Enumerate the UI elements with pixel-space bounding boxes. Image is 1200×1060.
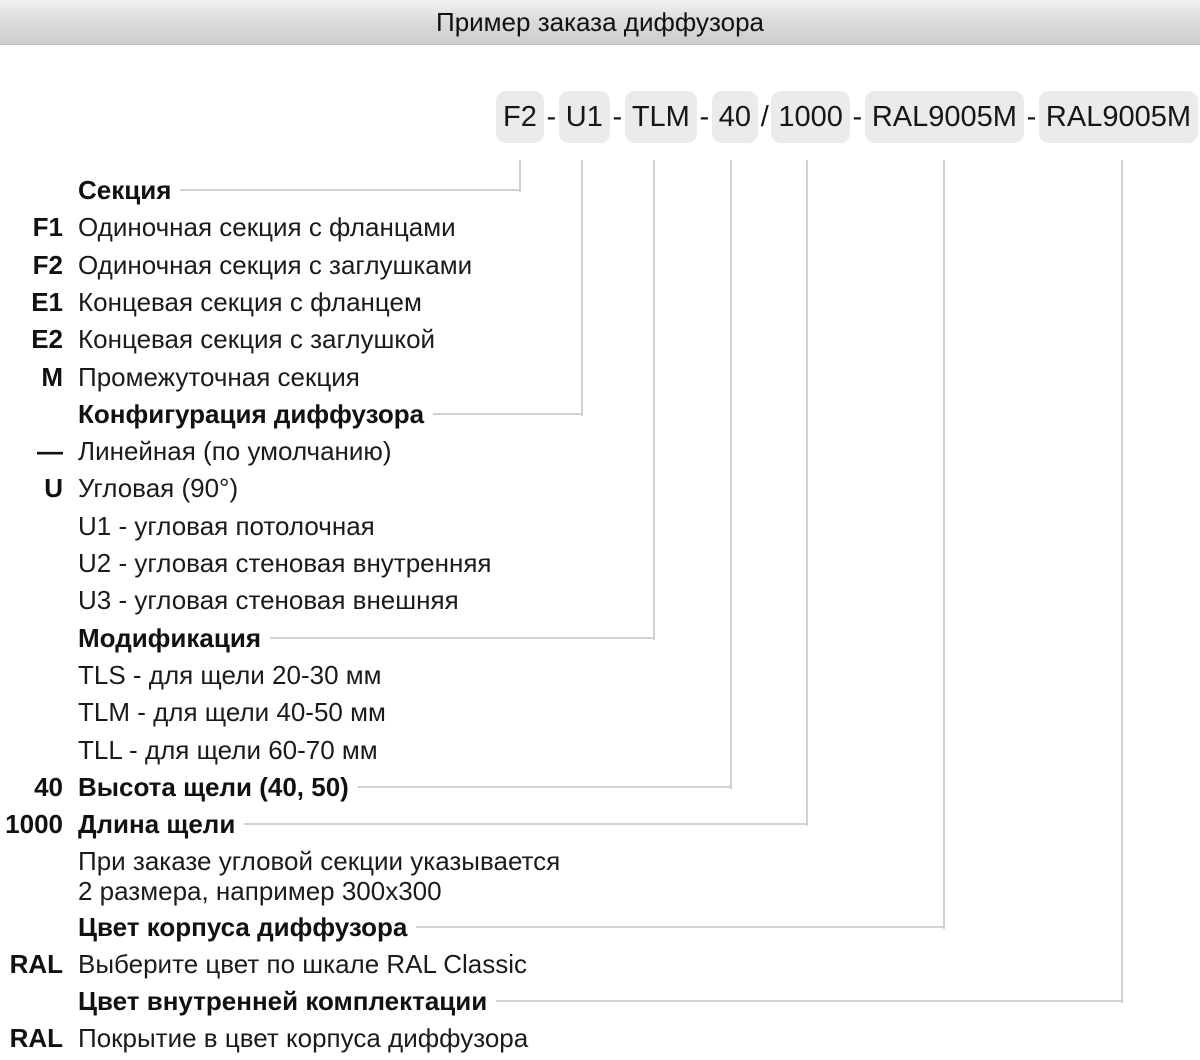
connector-stub — [270, 637, 655, 639]
note-line-2: 2 размера, например 300x300 — [78, 876, 442, 906]
connector-stub — [416, 926, 945, 928]
row-label: Выберите цвет по шкале RAL Classic — [78, 948, 528, 979]
row-label: Длина щели — [78, 808, 236, 839]
connector-slot-height-vline — [730, 160, 732, 789]
page-title: Пример заказа диффузора — [436, 6, 764, 37]
row-label: Промежуточная секция — [78, 361, 360, 392]
row-code: U — [44, 472, 63, 503]
row-tlm — [0, 695, 386, 729]
row-code: M — [41, 361, 63, 392]
row-header-body-color — [0, 910, 945, 944]
row-header-slot-length — [0, 807, 808, 841]
row-linear — [0, 434, 392, 468]
code-part-configuration: U1 — [559, 91, 610, 143]
row-code: F2 — [32, 249, 63, 280]
row-header-slot-height — [0, 770, 732, 804]
row-label: Концевая секция с заглушкой — [78, 323, 436, 354]
code-part-slot-length: 1000 — [771, 91, 850, 143]
connector-stub — [496, 1000, 1123, 1002]
code-part-slot-height: 40 — [712, 91, 758, 143]
row-label: Покрытие в цвет корпуса диффузора — [78, 1022, 529, 1053]
order-code — [496, 91, 1198, 143]
connector-stub — [358, 786, 732, 788]
title-bar — [0, 0, 1200, 45]
row-header-modification — [0, 621, 655, 655]
row-label: Конфигурация диффузора — [78, 398, 425, 429]
row-label: TLL - для щели 60-70 мм — [78, 734, 378, 765]
row-code: 1000 — [5, 808, 63, 839]
row-label: Линейная (по умолчанию) — [78, 435, 392, 466]
row-label: U3 - угловая стеновая внешняя — [78, 584, 459, 615]
row-label: Цвет корпуса диффузора — [78, 911, 408, 942]
row-u2 — [0, 546, 492, 580]
code-separator: - — [1026, 100, 1037, 133]
row-code: RAL — [9, 1022, 63, 1053]
row-label: Цвет внутренней комплектации — [78, 985, 488, 1016]
row-tll — [0, 733, 378, 767]
row-header-configuration — [0, 397, 583, 431]
row-label: U1 - угловая потолочная — [78, 510, 375, 541]
connector-body-color-vline — [943, 160, 945, 929]
connector-slot-length-vline — [806, 160, 808, 826]
connector-stub — [244, 823, 808, 825]
code-separator: - — [546, 100, 557, 133]
code-separator: - — [852, 100, 863, 133]
code-part-section: F2 — [496, 91, 544, 143]
row-e1 — [0, 285, 422, 319]
row-header-section — [0, 173, 521, 207]
connector-configuration-vline — [581, 160, 583, 416]
row-u1 — [0, 509, 375, 543]
row-f1 — [0, 210, 456, 244]
row-label: Одиночная секция с заглушками — [78, 249, 473, 280]
row-label: Секция — [78, 174, 172, 205]
row-label: Одиночная секция с фланцами — [78, 211, 456, 242]
code-separator: - — [699, 100, 710, 133]
row-code: 40 — [34, 771, 63, 802]
connector-inner-color-vline — [1121, 160, 1123, 1003]
row-code: E2 — [31, 323, 63, 354]
row-code: F1 — [32, 211, 63, 242]
row-u — [0, 471, 238, 505]
row-ral-inner — [0, 1021, 528, 1055]
row-u3 — [0, 583, 459, 617]
connector-stub — [433, 413, 583, 415]
row-code: — — [37, 435, 63, 466]
row-tls — [0, 658, 382, 692]
row-header-inner-color — [0, 984, 1123, 1018]
row-label: Высота щели (40, 50) — [78, 771, 349, 802]
row-label: TLM - для щели 40-50 мм — [78, 696, 386, 727]
code-part-inner-color: RAL9005M — [1039, 91, 1198, 143]
row-label: U2 - угловая стеновая внутренняя — [78, 547, 492, 578]
row-label: Концевая секция с фланцем — [78, 286, 422, 317]
row-code: RAL — [9, 948, 63, 979]
connector-modification-vline — [653, 160, 655, 640]
code-part-body-color: RAL9005M — [865, 91, 1024, 143]
row-label: TLS - для щели 20-30 мм — [78, 659, 382, 690]
row-e2 — [0, 322, 435, 356]
code-separator: - — [612, 100, 623, 133]
row-ral-body — [0, 947, 527, 981]
code-separator-slash: / — [760, 100, 769, 133]
corner-section-note — [78, 846, 560, 906]
row-label: Модификация — [78, 622, 262, 653]
row-m — [0, 360, 360, 394]
code-part-modification: TLM — [625, 91, 697, 143]
row-label: Угловая (90°) — [78, 472, 239, 503]
row-code: E1 — [31, 286, 63, 317]
note-line-1: При заказе угловой секции указывается — [78, 846, 561, 876]
connector-stub — [180, 189, 521, 191]
row-f2 — [0, 248, 472, 282]
